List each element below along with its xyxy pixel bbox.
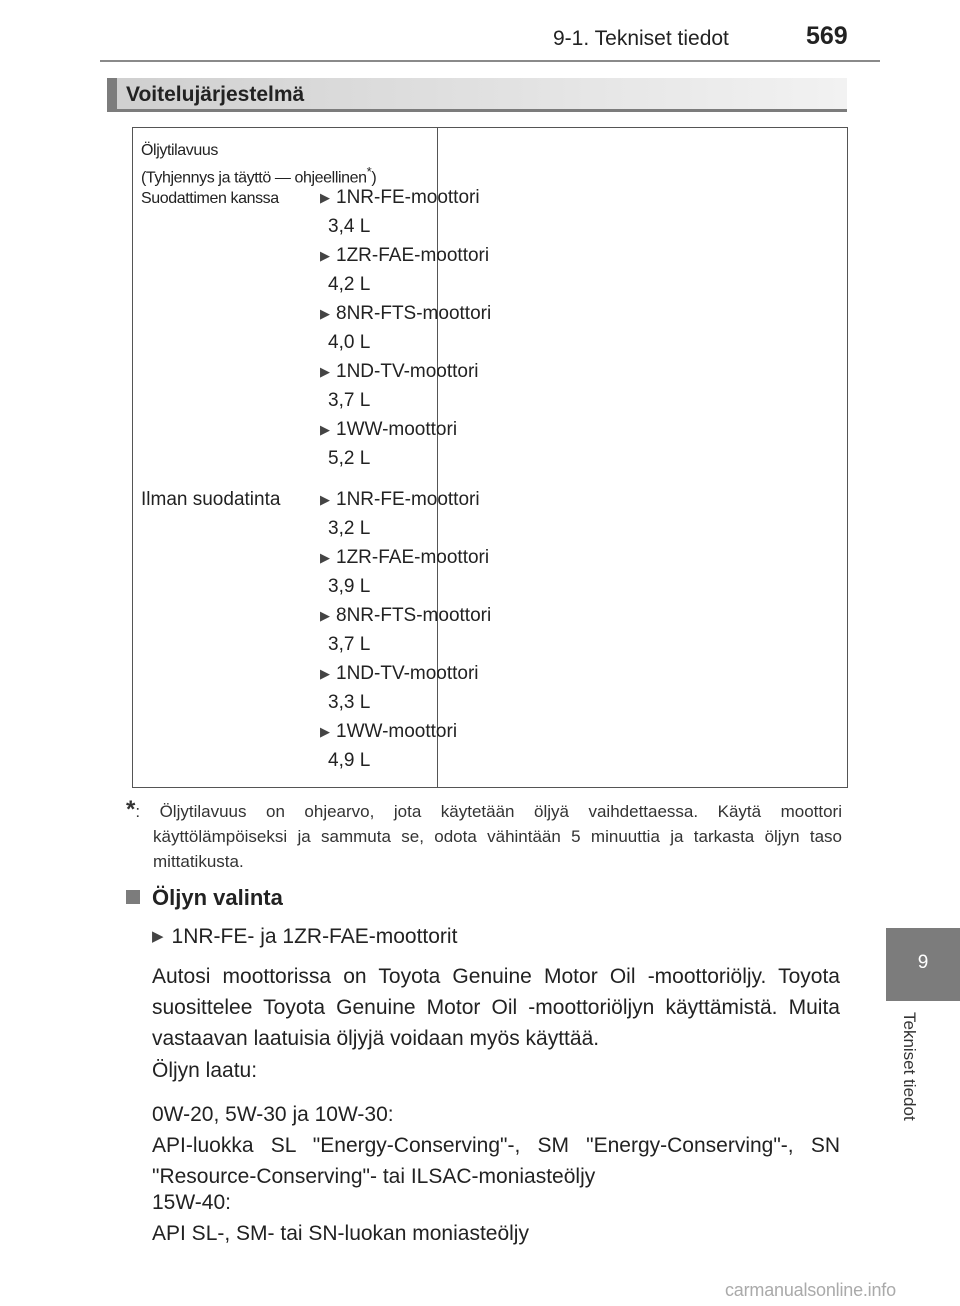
engine-volume: 3,2 L bbox=[328, 518, 371, 539]
oil-selection-heading-text: Öljyn valinta bbox=[152, 885, 283, 910]
footnote bbox=[126, 797, 842, 874]
without-filter-list bbox=[320, 485, 700, 775]
footnote-star: * bbox=[366, 164, 372, 179]
triangle-bullet-icon: ▶ bbox=[320, 190, 330, 205]
grade2-viscosity: 15W-40: bbox=[152, 1191, 231, 1214]
oil-quality-label: Öljyn laatu: bbox=[152, 1059, 258, 1082]
header-section-title: 9-1. Tekniset tiedot bbox=[553, 27, 729, 50]
engine-name: 1ZR-FAE-moottori bbox=[336, 547, 490, 568]
engine-volume: 4,9 L bbox=[328, 750, 371, 771]
capacity-label-close: ) bbox=[371, 169, 377, 187]
capacity-label-line1: Öljytilavuus bbox=[141, 142, 219, 159]
chapter-tab bbox=[886, 928, 960, 1001]
triangle-bullet-icon: ▶ bbox=[320, 248, 330, 263]
engine-name: 8NR-FTS-moottori bbox=[336, 605, 492, 626]
grade1-viscosity: 0W-20, 5W-30 ja 10W-30: bbox=[152, 1103, 394, 1126]
engine-volume: 5,2 L bbox=[328, 448, 371, 469]
oil-selection-heading bbox=[126, 885, 283, 911]
engine-name: 1WW-moottori bbox=[336, 419, 458, 440]
engine-name: 8NR-FTS-moottori bbox=[336, 303, 492, 324]
triangle-bullet-icon: ▶ bbox=[320, 422, 330, 437]
engine-volume: 4,2 L bbox=[328, 274, 371, 295]
engine-group-line bbox=[152, 925, 457, 949]
engine-group-text: 1NR-FE- ja 1ZR-FAE-moottorit bbox=[171, 925, 458, 948]
triangle-bullet-icon: ▶ bbox=[320, 492, 330, 507]
grade2-spec: API SL-, SM- tai SN-luokan moniasteöljy bbox=[152, 1222, 529, 1245]
capacity-label-text: (Tyhjennys ja täyttö — ohjeellinen bbox=[141, 169, 367, 187]
header-rule bbox=[100, 60, 880, 62]
chapter-label: Tekniset tiedot bbox=[900, 1012, 919, 1121]
paragraph-text: Autosi moottorissa on Toyota Genuine Motor Oil -moottoriöljy. Toyota suosittelee Toyota Genuine Motor Oil -moottoriöljyn käyttämistä. Muita vastaavan laatuisia öljyjä voidaan myös käyttää. bbox=[152, 965, 840, 1050]
engine-volume: 3,7 L bbox=[328, 390, 371, 411]
engine-entry bbox=[320, 415, 700, 445]
engine-volume: 3,3 L bbox=[328, 692, 371, 713]
engine-entry bbox=[320, 543, 700, 573]
section-band bbox=[107, 78, 847, 112]
with-filter-list bbox=[320, 183, 700, 473]
triangle-bullet-icon: ▶ bbox=[320, 724, 330, 739]
engine-volume: 3,9 L bbox=[328, 576, 371, 597]
footnote-text: : Öljytilavuus on ohjearvo, jota käytetään öljyä vaihdettaessa. Käytä moottori käyttölämpöiseksi ja sammuta se, odota vähintään 5 minuuttia ja tarkasta öljyn taso mittatikusta. bbox=[135, 802, 842, 871]
engine-entry bbox=[320, 357, 700, 387]
engine-name: 1ND-TV-moottori bbox=[336, 663, 479, 684]
without-filter-label: Ilman suodatinta bbox=[141, 489, 281, 510]
triangle-bullet-icon: ▶ bbox=[152, 928, 164, 945]
engine-entry bbox=[320, 299, 700, 329]
triangle-bullet-icon: ▶ bbox=[320, 306, 330, 321]
engine-entry bbox=[320, 241, 700, 271]
engine-name: 1ZR-FAE-moottori bbox=[336, 245, 490, 266]
engine-name: 1NR-FE-moottori bbox=[336, 187, 480, 208]
engine-entry bbox=[320, 601, 700, 631]
watermark: carmanualsonline.info bbox=[725, 1280, 896, 1300]
triangle-bullet-icon: ▶ bbox=[320, 364, 330, 379]
engine-volume: 3,7 L bbox=[328, 634, 371, 655]
engine-name: 1ND-TV-moottori bbox=[336, 361, 479, 382]
engine-name: 1WW-moottori bbox=[336, 721, 458, 742]
oil-selection-paragraph bbox=[152, 961, 840, 1054]
triangle-bullet-icon: ▶ bbox=[320, 666, 330, 681]
grade1-block bbox=[152, 1099, 840, 1192]
section-title: Voitelujärjestelmä bbox=[126, 83, 305, 106]
chapter-number: 9 bbox=[917, 952, 929, 973]
with-filter-label: Suodattimen kanssa bbox=[141, 190, 279, 208]
triangle-bullet-icon: ▶ bbox=[320, 550, 330, 565]
square-bullet-icon bbox=[126, 890, 140, 904]
engine-volume: 4,0 L bbox=[328, 332, 371, 353]
engine-entry bbox=[320, 485, 700, 515]
grade1-spec: API-luokka SL "Energy-Conserving"-, SM "Energy-Conserving"-, SN "Resource-Conserving"- tai ILSAC-moniasteöljy bbox=[152, 1134, 840, 1188]
page-number: 569 bbox=[806, 22, 848, 50]
engine-entry bbox=[320, 183, 700, 213]
engine-entry bbox=[320, 717, 700, 747]
engine-name: 1NR-FE-moottori bbox=[336, 489, 480, 510]
triangle-bullet-icon: ▶ bbox=[320, 608, 330, 623]
grade2-block bbox=[152, 1187, 840, 1249]
engine-volume: 3,4 L bbox=[328, 216, 371, 237]
section-marker bbox=[107, 78, 117, 109]
footnote-star: * bbox=[126, 796, 136, 823]
engine-entry bbox=[320, 659, 700, 689]
